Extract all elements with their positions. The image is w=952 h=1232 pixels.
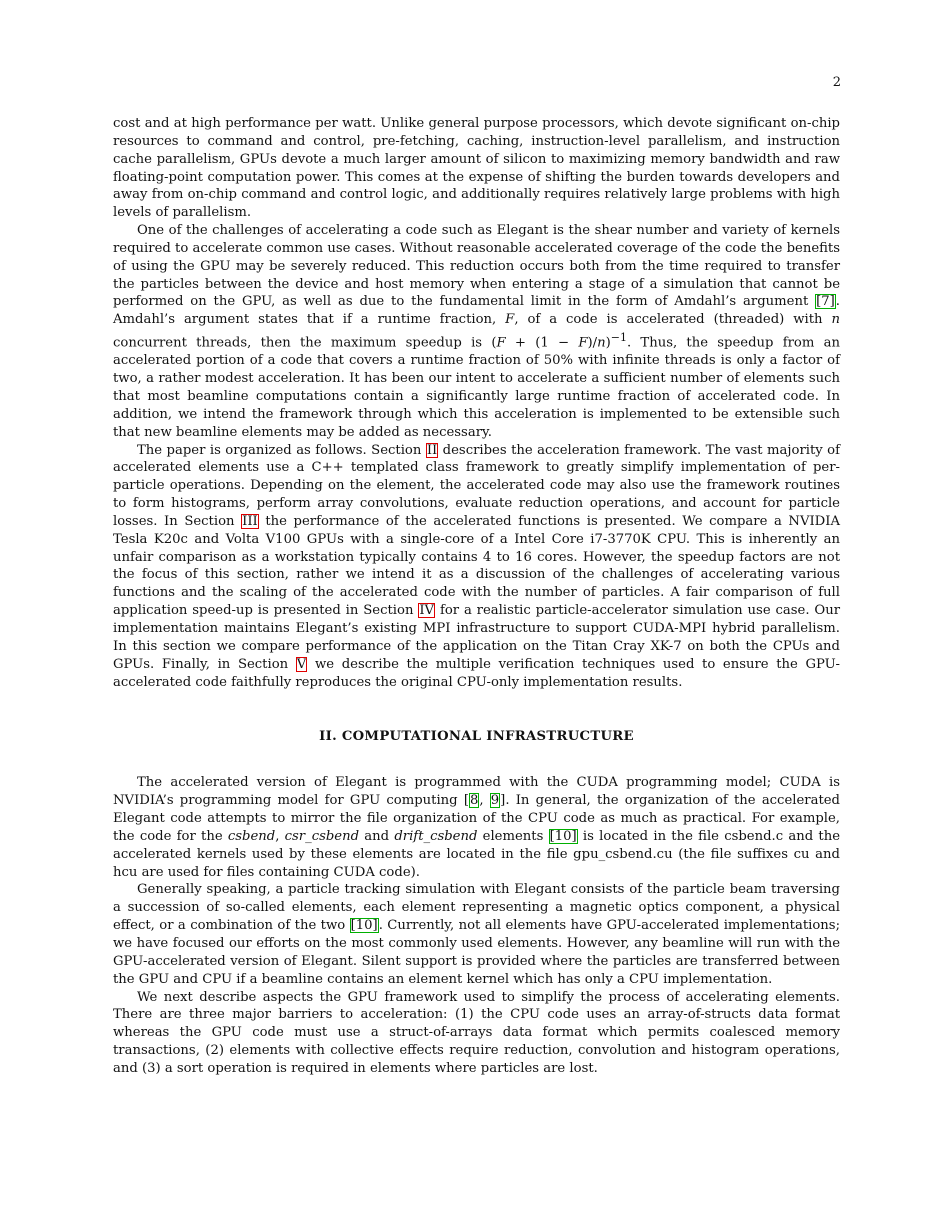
section-ref-link[interactable]: III bbox=[242, 513, 258, 529]
section-ref-link[interactable]: II bbox=[426, 442, 438, 458]
citation-link[interactable]: [7] bbox=[816, 294, 835, 310]
citation-link[interactable]: [10] bbox=[350, 918, 378, 934]
body-column bbox=[113, 115, 840, 1078]
formula-exponent: −1 bbox=[610, 331, 627, 345]
element-name: drift_csbend bbox=[394, 828, 478, 844]
citation-link[interactable]: [10] bbox=[549, 828, 577, 844]
citation-link[interactable]: 8 bbox=[469, 793, 479, 809]
math-variable: F bbox=[505, 312, 515, 328]
math-variable: n bbox=[831, 312, 840, 328]
paragraph-6: We next describe aspects the GPU framework used to simplify the process of accelerating elements. There are three major barriers to acceleration: (1) the CPU code uses an array-of-structs data format whereas the GPU code must use a struct-of-arrays data format which permits coalesced memory transactions, (2) elements with collective effects require reduction, convolution and histogram operations, and (3) a sort operation is required in elements where particles are lost. bbox=[113, 989, 840, 1076]
section-ref-link[interactable]: V bbox=[296, 656, 307, 672]
section-ref-link[interactable]: IV bbox=[419, 603, 435, 619]
section-heading: II. COMPUTATIONAL INFRASTRUCTURE bbox=[319, 729, 634, 745]
paragraph-5: Generally speaking, a particle tracking simulation with Elegant consists of the particle beam traversing a succession of so-called elements, each element representing a magnetic optics component, a physical effect, or a combination of the two [10]. Currently, not all elements have GPU-accelerated implementations; we have focused our efforts on the most commonly used elements. However, any beamline will run with the GPU-accelerated version of Elegant. Silent support is provided where the particles are transferred between the GPU and CPU if a beamline contains an element kernel which has only a CPU implementation. bbox=[113, 882, 841, 987]
element-name: csbend bbox=[227, 828, 276, 844]
paragraph-1: cost and at high performance per watt. Unlike general purpose processors, which devote significant on-chip resources to command and control, pre-fetching, caching, instruction-level parallelism, and instruction cache parallelism, GPUs devote a much larger amount of silicon to maximizing memory bandwidth and raw floating-point computation power. This comes at the expense of shifting the burden towards developers and away from on-chip command and control logic, and additionally requires relatively large problems with high levels of parallelism. bbox=[113, 116, 840, 221]
page-number: 2 bbox=[832, 75, 841, 90]
element-name: csr_csbend bbox=[284, 828, 360, 844]
paragraph-2: One of the challenges of accelerating a code such as Elegant is the shear number and variety of kernels required to accelerate common use cases. Without reasonable accelerated coverage of the code the benefits of using the GPU may be severely reduced. This reduction occurs both from the time required to transfer the particles between the device and host memory when entering a stage of a simulation that cannot be performed on the GPU, as well as due to the fundamental limit in the form of Amdahl’s argument [7]. Amdahl’s argument states that if a runtime fraction, F, of a code is accelerated (threaded) with n concurrent threads, then the maximum speedup is $(F + (1 - F)/n)^{-1}$. Thus, the speedup from an accelerated portion of a code that covers a runtime fraction of 50% with infinite threads is only a factor of two, a rather modest acceleration. It has been our intent to accelerate a sufficient number of elements such that most beamline computations contain a significantly large runtime fraction of accelerated code. In addition, we intend the framework through which this acceleration is implemented to be extensible such that new beamline elements may be added as necessary. bbox=[113, 223, 840, 440]
paragraph-3: The paper is organized as follows. Section II describes the acceleration framework. The vast majority of accelerated elements use a C++ templated class framework to greatly simplify implementation of per-particle operations. Depending on the element, the accelerated code may also use the framework routines to form histograms, perform array convolutions, evaluate reduction operations, and account for particle losses. In Section III the performance of the accelerated functions is presented. We compare a NVIDIA Tesla K20c and Volta V100 GPUs with a single-core of a Intel Core i7-3770K CPU. This is inherently an unfair comparison as a workstation typically contains 4 to 16 cores. However, the speedup factors are not the focus of this section, rather we intend it as a discussion of the challenges of accelerating various functions and the scaling of the accelerated code with the number of particles. A fair comparison of full application speed-up is presented in Section IV for a realistic particle-accelerator simulation use case. Our implementation maintains Elegant’s existing MPI infrastructure to support CUDA-MPI hybrid parallelism. In this section we compare performance of the application on the Titan Cray XK-7 on both the CPUs and GPUs. Finally, in Section V we describe the multiple verification techniques used to ensure the GPU-accelerated code faithfully reproduces the original CPU-only implementation results. bbox=[113, 442, 840, 690]
paragraph-4: The accelerated version of Elegant is programmed with the CUDA programming model; CUDA is NVIDIA’s programming model for GPU computing [8, 9]. In general, the organization of the accelerated Elegant code attempts to mirror the file organization of the CPU code as much as practical. For example, the code for the csbend, csr_csbend and drift_csbend elements [10] is located in the file csbend.c and the accelerated kernels used by these elements are located in the file gpu_csbend.cu (the file suffixes cu and hcu are used for files containing CUDA code). bbox=[113, 775, 840, 880]
citation-link[interactable]: 9 bbox=[490, 793, 500, 809]
